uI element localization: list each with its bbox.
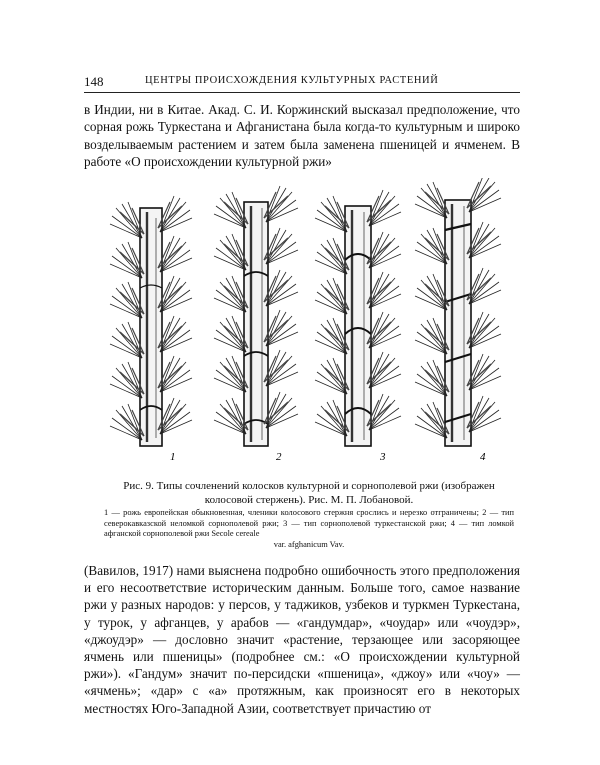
figure-label-3: 3 — [380, 451, 386, 463]
rye-spike-2 — [214, 186, 298, 446]
figure-label-1: 1 — [170, 451, 176, 463]
header-rule — [84, 92, 520, 93]
rye-spike-4 — [415, 178, 501, 446]
rye-spike-3 — [315, 190, 401, 446]
figure-legend-end: var. afghanicum Vav. — [273, 539, 345, 549]
page-number: 148 — [84, 74, 104, 89]
figure-label-4: 4 — [480, 451, 486, 463]
running-title: ЦЕНТРЫ ПРОИСХОЖДЕНИЯ КУЛЬТУРНЫХ РАСТЕНИЙ — [145, 75, 439, 86]
figure-legend-body: 1 — рожь европейская обыкновенная, членики колосового стержня срослись и нерезко отграничены; 2 — тип северокавказской неломкой сорнополевой ржи; 3 — тип сорнополевой туркестанской ржи; 4 — тип ломкой афганской сорнополевой ржи Secole cereale — [104, 508, 514, 539]
figure-label-2: 2 — [276, 451, 282, 463]
figure-legend — [104, 508, 514, 550]
figure-caption: Рис. 9. Типы сочленений колосков культурной и сорнополевой ржи (изображен колосовой стержень). Рис. М. П. Лобановой. — [123, 480, 495, 506]
paragraph-bottom: (Вавилов, 1917) нами выяснена подробно ошибочность этого предположения и его несоответствие историческим данным. Больше того, самое название ржи у разных народов: у персов, у таджиков, узбеков и туркмен Туркестана, у турок, у афганцев, у арабов — «гандумдар», «чоудар» или «чоудэр», «джоудэр» — дословно значит «растение, терзающее или засоряющее ячмень или пшеницы» (подробнее см.: «О происхождении культурной ржи»). «Гандум» значит по-персидски «пшеница», «джоу» или «чоу» — «ячмень»; «дар» с «а» протяжным, как произносят его в некоторых местностях Юго-Западной Азии, соответствует причастию от — [84, 563, 520, 716]
figure-rye-spikes — [96, 178, 516, 468]
paragraph-top: в Индии, ни в Китае. Акад. С. И. Коржинский высказал предположение, что сорная рожь Туркестана и Афганистана была когда-то культурным и широко возделываемым растением и затем была заменена пшеницей и ячменем. В работе «О происхождении культурной ржи» — [84, 102, 520, 170]
rye-spike-1 — [110, 196, 192, 446]
